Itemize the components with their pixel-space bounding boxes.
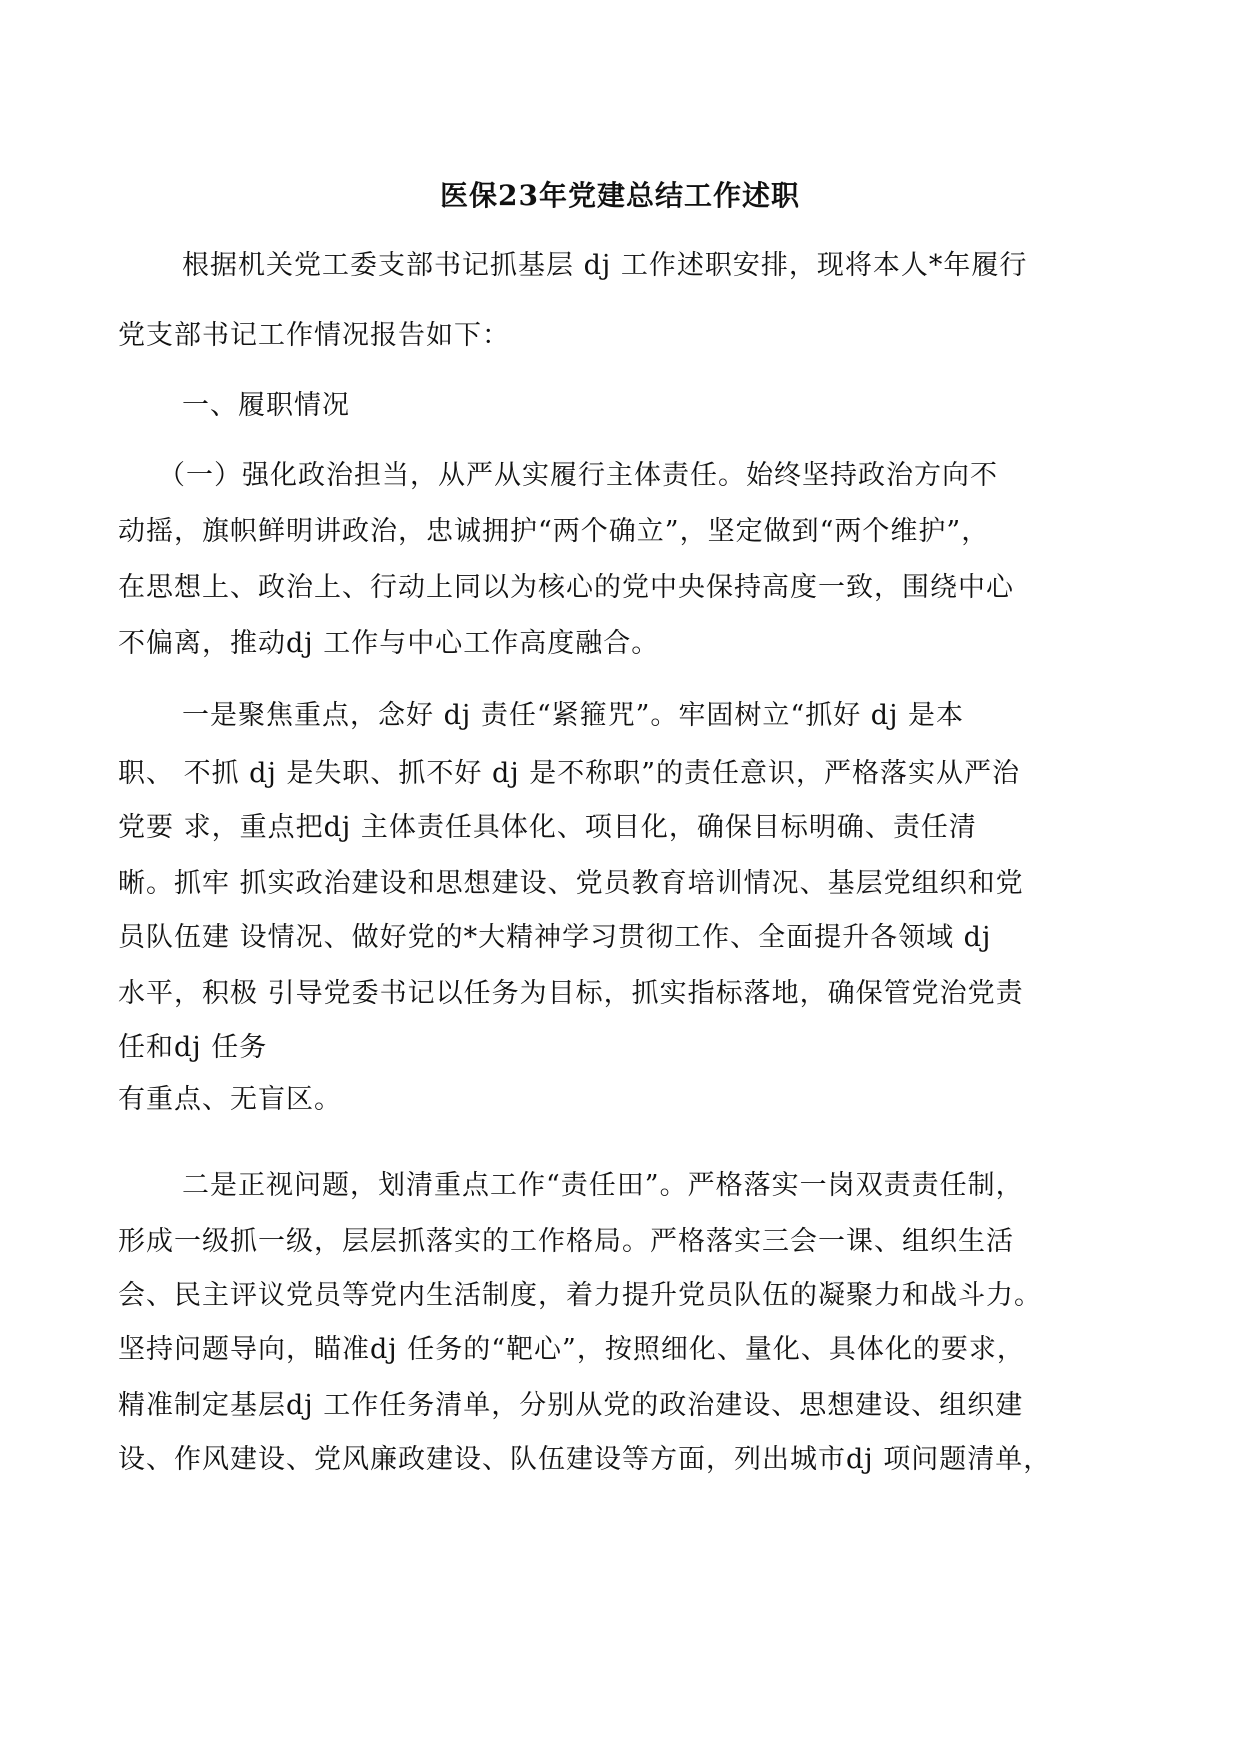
paragraph-line: 形成一级抓一级，层层抓落实的工作格局。严格落实三会一课、组织生活 bbox=[118, 1226, 1014, 1257]
paragraph-line: 在思想上、政治上、行动上同以为核心的党中央保持高度一致，围绕中心 bbox=[118, 572, 1014, 603]
paragraph-line: 不偏离，推动dj 工作与中心工作高度融合。 bbox=[118, 628, 660, 659]
paragraph-line: 精准制定基层dj 工作任务清单，分别从党的政治建设、思想建设、组织建 bbox=[118, 1390, 1024, 1421]
paragraph-line: 任和dj 任务 bbox=[118, 1032, 268, 1063]
paragraph-line: 有重点、无盲区。 bbox=[118, 1084, 342, 1115]
paragraph-line: 坚持问题导向，瞄准dj 任务的“靶心”，按照细化、量化、具体化的要求， bbox=[118, 1334, 1025, 1365]
paragraph-line: 根据机关党工委支部书记抓基层 dj 工作述职安排，现将本人*年履行 bbox=[182, 250, 1028, 281]
paragraph-line: 党要 求，重点把dj 主体责任具体化、项目化，确保目标明确、责任清 bbox=[118, 812, 977, 843]
paragraph-line: 会、民主评议党员等党内生活制度，着力提升党员队伍的凝聚力和战斗力。 bbox=[118, 1280, 1042, 1311]
paragraph-line: 水平，积极 引导党委书记以任务为目标，抓实指标落地，确保管党治党责 bbox=[118, 978, 1024, 1009]
paragraph-line: 二是正视问题，划清重点工作“责任田”。严格落实一岗双责责任制， bbox=[182, 1170, 1024, 1201]
paragraph-line: 职、 不抓 dj 是失职、抓不好 dj 是不称职”的责任意识，严格落实从严治 bbox=[118, 758, 1021, 789]
paragraph-line: 设、作风建设、党风廉政建设、队伍建设等方面，列出城市dj 项问题清单， bbox=[118, 1444, 1052, 1475]
document-title: 医保23年党建总结工作述职 bbox=[440, 179, 800, 212]
section-heading: 一、履职情况 bbox=[182, 390, 350, 421]
paragraph-line: 一是聚焦重点，念好 dj 责任“紧箍咒”。牢固树立“抓好 dj 是本 bbox=[182, 700, 965, 731]
paragraph-line: 晰。抓牢 抓实政治建设和思想建设、党员教育培训情况、基层党组织和党 bbox=[118, 868, 1024, 899]
paragraph-line: （一）强化政治担当，从严从实履行主体责任。始终坚持政治方向不 bbox=[158, 460, 998, 491]
paragraph-line: 动摇，旗帜鲜明讲政治，忠诚拥护“两个确立”，坚定做到“两个维护”， bbox=[118, 516, 990, 547]
paragraph-line: 员队伍建 设情况、做好党的*大精神学习贯彻工作、全面提升各领域 dj bbox=[118, 922, 992, 953]
paragraph-line: 党支部书记工作情况报告如下： bbox=[118, 320, 510, 351]
